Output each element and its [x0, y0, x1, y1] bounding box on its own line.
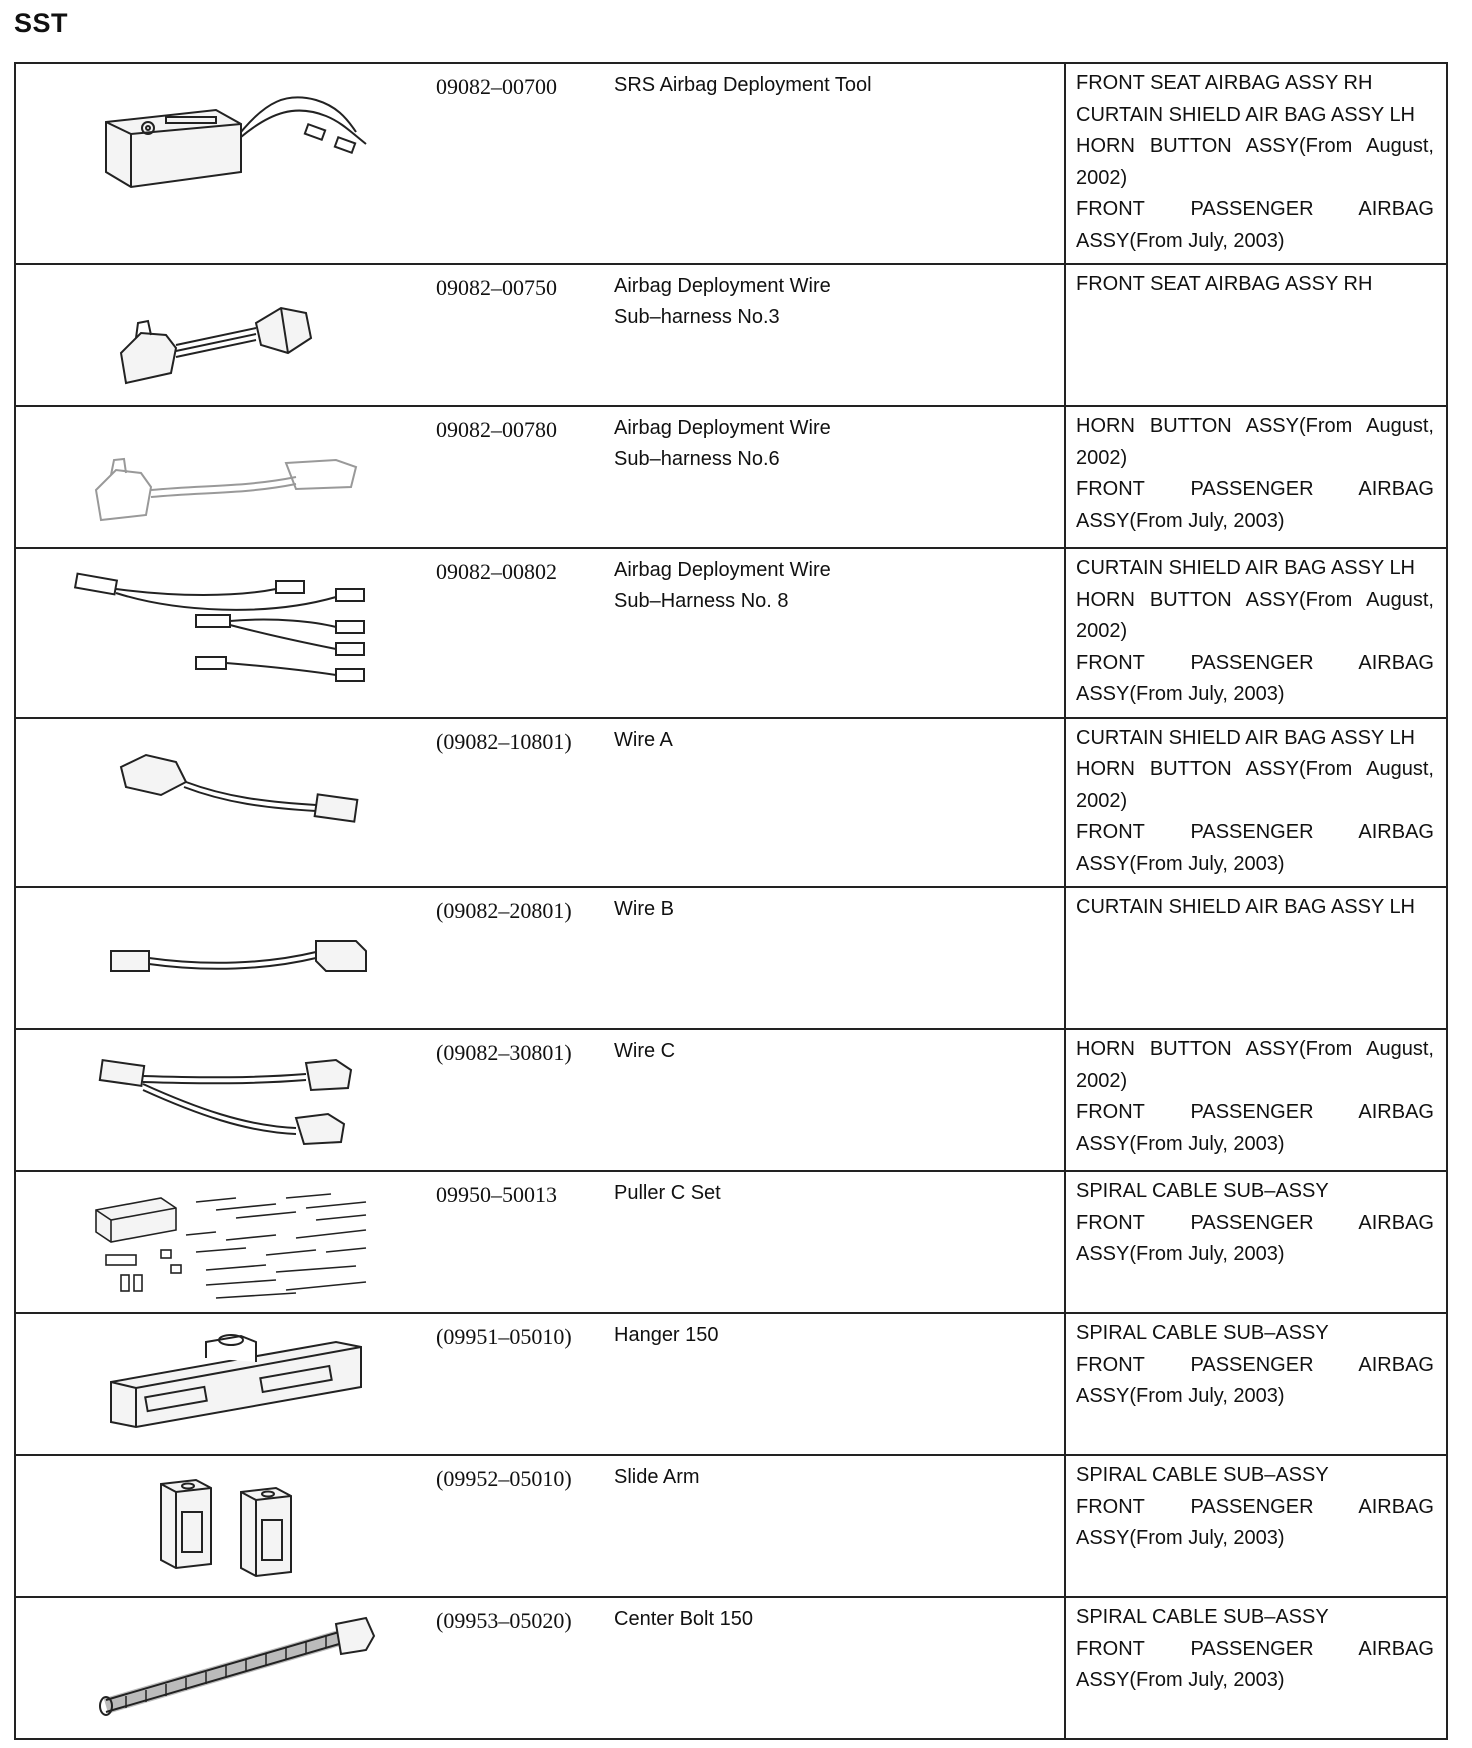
- applies-to-line: CURTAIN SHIELD AIR BAG ASSY LH: [1076, 557, 1416, 579]
- part-name-line: Puller C Set: [614, 1182, 721, 1204]
- part-name-line: Wire A: [614, 728, 673, 751]
- table-row: [15, 887, 1447, 1029]
- part-name: [614, 1036, 1054, 1067]
- part-name-line: SRS Airbag Deployment Tool: [614, 74, 872, 96]
- applies-to-line: 2002): [1076, 620, 1128, 642]
- part-name: [614, 894, 1054, 925]
- part-number: 09082–00700: [436, 74, 557, 99]
- center-bolt-150-drawing: [66, 1606, 396, 1731]
- part-number: (09082–20801): [436, 898, 572, 923]
- tool-cell: [15, 63, 1065, 264]
- applies-to-line: CURTAIN SHIELD AIR BAG ASSY LH: [1076, 896, 1416, 918]
- table-row: [15, 1313, 1447, 1455]
- table-row: [15, 63, 1447, 264]
- table-row: [15, 1455, 1447, 1597]
- puller-c-set-drawing: [66, 1180, 396, 1305]
- part-number: 09950–50013: [436, 1182, 557, 1207]
- part-number: (09951–05010): [436, 1324, 572, 1349]
- applies-to-line: FRONT SEAT AIRBAG ASSY RH: [1076, 273, 1373, 295]
- table-row: [15, 1171, 1447, 1313]
- part-name-line: Sub–Harness No. 8: [614, 590, 789, 612]
- applies-to-line: FRONT PASSENGER AIRBAG: [1076, 1353, 1434, 1376]
- part-number: (09953–05020): [436, 1608, 572, 1633]
- applies-to-line: 2002): [1076, 446, 1128, 469]
- applies-to-cell: [1065, 264, 1447, 406]
- applies-to-line: ASSY(From July, 2003): [1076, 1132, 1285, 1155]
- applies-to-line: 2002): [1076, 166, 1128, 189]
- part-number: (09082–10801): [436, 728, 572, 754]
- part-name-line: Hanger 150: [614, 1324, 719, 1346]
- applies-to-cell: [1065, 63, 1447, 264]
- applies-to-line: ASSY(From July, 2003): [1076, 1385, 1285, 1407]
- part-number: 09082–00802: [436, 559, 557, 584]
- part-name: [614, 70, 1054, 101]
- table-row: [15, 406, 1447, 548]
- wire-b-drawing: [66, 896, 396, 1016]
- tool-cell: [15, 548, 1065, 718]
- sst-table: [14, 62, 1448, 1740]
- applies-to-cell: [1065, 718, 1447, 888]
- part-name-line: Sub–harness No.6: [614, 448, 780, 470]
- tool-cell: [15, 1171, 1065, 1313]
- applies-to-line: HORN BUTTON ASSY(From August,: [1076, 415, 1434, 437]
- part-name-line: Wire C: [614, 1040, 676, 1062]
- part-name-line: Sub–harness No.3: [614, 306, 780, 328]
- wire-sub-harness-no8-drawing: [36, 557, 396, 697]
- applies-to-line: FRONT PASSENGER AIRBAG: [1076, 1495, 1434, 1518]
- wire-c-drawing: [66, 1038, 396, 1163]
- part-name: [614, 413, 1054, 475]
- table-row: [15, 1029, 1447, 1171]
- part-name: [614, 1178, 1054, 1209]
- applies-to-line: SPIRAL CABLE SUB–ASSY: [1076, 1322, 1329, 1344]
- applies-to-line: FRONT PASSENGER AIRBAG: [1076, 478, 1434, 500]
- applies-to-cell: [1065, 406, 1447, 548]
- applies-to-line: CURTAIN SHIELD AIR BAG ASSY LH: [1076, 103, 1416, 126]
- tool-cell: [15, 1455, 1065, 1597]
- part-name-line: Wire B: [614, 898, 674, 920]
- applies-to-line: SPIRAL CABLE SUB–ASSY: [1076, 1606, 1329, 1628]
- tool-cell: [15, 264, 1065, 406]
- applies-to-line: HORN BUTTON ASSY(From August,: [1076, 1038, 1434, 1060]
- applies-to-line: ASSY(From July, 2003): [1076, 1669, 1285, 1691]
- part-name-line: Slide Arm: [614, 1466, 700, 1488]
- tool-cell: [15, 1313, 1065, 1455]
- applies-to-line: HORN BUTTON ASSY(From August,: [1076, 588, 1434, 611]
- tool-cell: [15, 406, 1065, 548]
- part-name-line: Airbag Deployment Wire: [614, 275, 831, 297]
- table-row: [15, 718, 1447, 888]
- table-row: [15, 548, 1447, 718]
- part-number: (09952–05010): [436, 1466, 572, 1491]
- applies-to-line: ASSY(From July, 2003): [1076, 683, 1285, 705]
- part-name: [614, 271, 1054, 333]
- part-number: 09082–00750: [436, 275, 557, 300]
- applies-to-cell: [1065, 1597, 1447, 1739]
- part-name: [614, 1320, 1054, 1351]
- tool-cell: [15, 718, 1065, 888]
- part-name: [614, 1604, 1054, 1635]
- tool-cell: [15, 887, 1065, 1029]
- applies-to-line: 2002): [1076, 1069, 1128, 1092]
- wire-sub-harness-no3-drawing: [66, 273, 396, 393]
- applies-to-line: FRONT PASSENGER AIRBAG: [1076, 198, 1434, 220]
- slide-arm-drawing: [66, 1464, 396, 1589]
- table-row: [15, 264, 1447, 406]
- applies-to-line: ASSY(From July, 2003): [1076, 1527, 1285, 1549]
- applies-to-line: ASSY(From July, 2003): [1076, 1243, 1285, 1265]
- applies-to-line: 2002): [1076, 789, 1128, 812]
- tool-cell: [15, 1029, 1065, 1171]
- applies-to-line: SPIRAL CABLE SUB–ASSY: [1076, 1464, 1329, 1486]
- applies-to-cell: [1065, 548, 1447, 718]
- part-name-line: Center Bolt 150: [614, 1608, 753, 1630]
- wire-sub-harness-no6-drawing: [66, 415, 396, 535]
- part-number: (09082–30801): [436, 1040, 572, 1065]
- applies-to-line: ASSY(From July, 2003): [1076, 229, 1285, 252]
- applies-to-cell: [1065, 1455, 1447, 1597]
- tool-cell: [15, 1597, 1065, 1739]
- part-number: 09082–00780: [436, 417, 557, 442]
- applies-to-cell: [1065, 1313, 1447, 1455]
- applies-to-line: FRONT SEAT AIRBAG ASSY RH: [1076, 72, 1373, 94]
- page-title: SST: [14, 8, 69, 38]
- applies-to-line: FRONT PASSENGER AIRBAG: [1076, 651, 1434, 674]
- part-name: [614, 1462, 1054, 1493]
- applies-to-line: FRONT PASSENGER AIRBAG: [1076, 1637, 1434, 1660]
- hanger-150-drawing: [66, 1322, 396, 1447]
- applies-to-line: SPIRAL CABLE SUB–ASSY: [1076, 1180, 1329, 1202]
- applies-to-line: HORN BUTTON ASSY(From August,: [1076, 135, 1434, 157]
- applies-to-line: ASSY(From July, 2003): [1076, 852, 1285, 875]
- wire-a-drawing: [66, 727, 396, 857]
- srs-airbag-deployment-tool-drawing: [66, 72, 396, 192]
- applies-to-line: FRONT PASSENGER AIRBAG: [1076, 1101, 1434, 1123]
- applies-to-cell: [1065, 887, 1447, 1029]
- part-name: [614, 725, 1054, 756]
- applies-to-line: ASSY(From July, 2003): [1076, 509, 1285, 532]
- part-name-line: Airbag Deployment Wire: [614, 559, 831, 581]
- applies-to-line: FRONT PASSENGER AIRBAG: [1076, 821, 1434, 843]
- applies-to-cell: [1065, 1171, 1447, 1313]
- applies-to-cell: [1065, 1029, 1447, 1171]
- part-name: [614, 555, 1054, 617]
- part-name-line: Airbag Deployment Wire: [614, 417, 831, 439]
- applies-to-line: FRONT PASSENGER AIRBAG: [1076, 1211, 1434, 1234]
- applies-to-line: CURTAIN SHIELD AIR BAG ASSY LH: [1076, 726, 1416, 749]
- applies-to-line: HORN BUTTON ASSY(From August,: [1076, 758, 1434, 780]
- table-row: [15, 1597, 1447, 1739]
